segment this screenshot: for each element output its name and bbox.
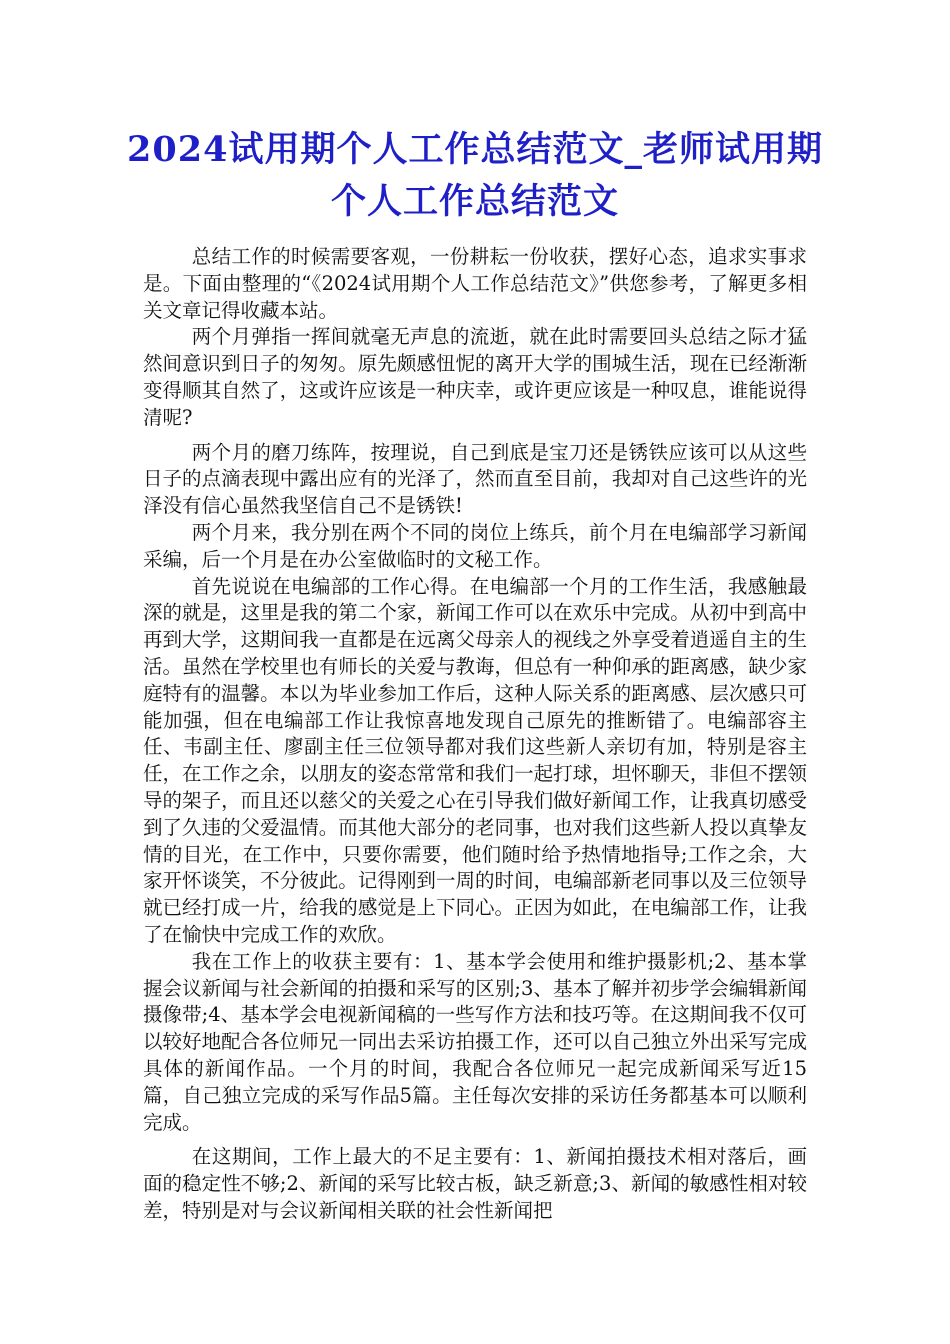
paragraph-gains: 我在工作上的收获主要有：1、基本学会使用和维护摄影机;2、基本掌握会议新闻与社会新闻的拍摄和采写的区别;3、基本了解并初步学会编辑新闻摄像带;4、基本学会电视新闻稿的一些写作方法和技巧等。在这期间我不仅可以较好地配合各位师兄一同出去采访拍摄工作，还可以自己独立外出采写完成具体的新闻作品。一个月的时间，我配合各位师兄一起完成新闻采写近15篇，自己独立完成的采写作品5篇。主任每次安排的采访任务都基本可以顺利完成。: [143, 949, 807, 1134]
paragraph-two-months: 两个月弹指一挥间就毫无声息的流逝，就在此时需要回头总结之际才猛然间意识到日子的匆匆。原先颇感忸怩的离开大学的围城生活，现在已经渐渐变得顺其自然了，这或许应该是一种庆幸，或许更应该是一种叹息，谁能说得清呢?: [143, 325, 807, 429]
paragraph-posts: 两个月来，我分别在两个不同的岗位上练兵，前个月在电编部学习新闻采编，后一个月是在办公室做临时的文秘工作。: [143, 520, 807, 571]
paragraph-intro: 总结工作的时候需要客观，一份耕耘一份收获，摆好心态，追求实事求是。下面由整理的“《2024试用期个人工作总结范文》”供您参考，了解更多相关文章记得收藏本站。: [143, 245, 807, 322]
paragraph-editing-dept: 首先说说在电编部的工作心得。在电编部一个月的工作生活，我感触最深的就是，这里是我的第二个家，新闻工作可以在欢乐中完成。从初中到高中再到大学，这期间我一直都是在远离父母亲人的视线之外享受着逍遥自主的生活。虽然在学校里也有师长的关爱与教诲，但总有一种仰承的距离感，缺少家庭特有的温馨。本以为毕业参加工作后，这种人际关系的距离感、层次感只可能加强，但在电编部工作让我惊喜地发现自己原先的推断错了。电编部容主任、韦副主任、廖副主任三位领导都对我们这些新人亲切有加，特别是容主任，在工作之余，以朋友的姿态常常和我们一起打球，坦怀聊天，非但不摆领导的架子，而且还以慈父的关爱之心在引导我们做好新闻工作，让我真切感受到了久违的父爱温情。而其他大部分的老同事，也对我们这些新人投以真挚友情的目光，在工作中，只要你需要，他们随时给予热情地指导;工作之余，大家开怀谈笑，不分彼此。记得刚到一周的时间，电编部新老同事以及三位领导就已经打成一片，给我的感觉是上下同心。正因为如此，在电编部工作，让我了在愉快中完成工作的欢欣。: [143, 574, 807, 946]
paragraph-shortcomings: 在这期间，工作上最大的不足主要有：1、新闻拍摄技术相对落后，画面的稳定性不够;2、新闻的采写比较古板，缺乏新意;3、新闻的敏感性相对较差，特别是对与会议新闻相关联的社会性新闻把: [143, 1145, 807, 1222]
document-body: [143, 244, 807, 1225]
paragraph-training: 两个月的磨刀练阵，按理说，自己到底是宝刀还是锈铁应该可以从这些日子的点滴表现中露出应有的光泽了，然而直至目前，我却对自己这些许的光泽没有信心虽然我坚信自己不是锈铁!: [143, 440, 807, 518]
document-title: 2024试用期个人工作总结范文_老师试用期个人工作总结范文: [127, 129, 823, 222]
